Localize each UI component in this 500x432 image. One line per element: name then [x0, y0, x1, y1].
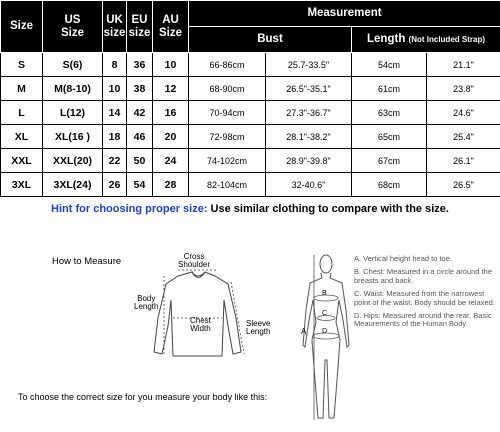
cell-bust-in: 27.3"-36.7": [266, 101, 352, 125]
hint-lead: Hint for choosing proper size:: [51, 203, 208, 215]
cell-eu: 38: [127, 77, 153, 101]
cell-length-cm: 67cm: [352, 149, 427, 173]
cell-length-in: 24.6": [427, 101, 500, 125]
body-figure: [303, 255, 349, 418]
cell-bust-in: 28.1"-38.2": [266, 125, 352, 149]
figure-body: [303, 273, 349, 418]
cell-size: XXL: [1, 149, 43, 173]
cell-length-cm: 61cm: [352, 77, 427, 101]
cell-bust-in: 25.7-33.5": [266, 53, 352, 77]
cell-length-in: 25.4": [427, 125, 500, 149]
size-hint: [0, 203, 500, 215]
label-body-length: Body Length: [134, 294, 159, 312]
label-sleeve-length: Sleeve Length: [246, 319, 271, 337]
header-size: Size: [1, 1, 43, 53]
cell-au: 24: [153, 149, 189, 173]
note-height: A. Vertical height head to toe.: [354, 254, 452, 263]
figure-label-a: A: [301, 327, 307, 336]
table-row: [1, 101, 500, 125]
hint-text: Use similar clothing to compare with the size.: [207, 203, 449, 215]
cell-eu: 50: [127, 149, 153, 173]
garment-outline: [154, 272, 241, 356]
size-chart-table: [0, 0, 500, 197]
header-eu-size: EU size: [127, 1, 153, 53]
cell-us: L(12): [43, 101, 103, 125]
cell-eu: 42: [127, 101, 153, 125]
label-chest-width: Chest Width: [190, 316, 211, 334]
cell-bust-cm: 72-98cm: [189, 125, 266, 149]
header-measurement: Measurement: [189, 1, 500, 27]
cell-us: XL(16 ): [43, 125, 103, 149]
table-row: [1, 149, 500, 173]
cell-length-in: 23.8": [427, 77, 500, 101]
cell-us: M(8-10): [43, 77, 103, 101]
figure-label-c: C: [322, 310, 328, 317]
table-row: [1, 77, 500, 101]
cell-eu: 46: [127, 125, 153, 149]
note-chest: B. Chest: Measured in a circle around the breasts and back.: [354, 267, 492, 285]
header-uk-size: UK size: [103, 1, 127, 53]
cell-au: 16: [153, 101, 189, 125]
cell-size: XL: [1, 125, 43, 149]
cell-au: 28: [153, 173, 189, 197]
label-cross-shoulder: Cross Shoulder: [178, 252, 211, 270]
cell-uk: 14: [103, 101, 127, 125]
cell-au: 10: [153, 53, 189, 77]
cell-us: 3XL(24): [43, 173, 103, 197]
cell-uk: 18: [103, 125, 127, 149]
cell-au: 12: [153, 77, 189, 101]
figure-head: [320, 255, 332, 273]
cell-length-in: 26.5": [427, 173, 500, 197]
figure-label-b: B: [322, 290, 327, 297]
measure-instruction: To choose the correct size for you measure your body like this:: [18, 392, 268, 402]
note-waist: C. Waist: Measured from the narrowest point of the waist. Body should be relaxed.: [354, 289, 495, 307]
cell-length-in: 26.1": [427, 149, 500, 173]
garment-diagram: [154, 272, 241, 356]
header-au-size: AU Size: [153, 1, 189, 53]
note-hips: D. Hips: Measured around the rear. Basic Meaurements of the Human Body: [354, 310, 492, 329]
cell-bust-cm: 70-94cm: [189, 101, 266, 125]
cell-length-in: 21.1": [427, 53, 500, 77]
cell-size: M: [1, 77, 43, 101]
cell-size: L: [1, 101, 43, 125]
figure-measure-lines: [313, 255, 339, 420]
how-to-measure-title: How to Measure: [52, 256, 122, 267]
cell-size: 3XL: [1, 173, 43, 197]
cell-uk: 8: [103, 53, 127, 77]
cell-length-cm: 68cm: [352, 173, 427, 197]
cell-length-cm: 54cm: [352, 53, 427, 77]
table-row: [1, 173, 500, 197]
table-row: [1, 125, 500, 149]
cell-us: S(6): [43, 53, 103, 77]
header-us-size: US Size: [43, 1, 103, 53]
cell-eu: 54: [127, 173, 153, 197]
cell-size: S: [1, 53, 43, 77]
header-bust: Bust: [189, 27, 352, 53]
header-length: Length (Not Included Strap): [352, 27, 500, 53]
garment-neckline: [192, 272, 205, 278]
cell-uk: 26: [103, 173, 127, 197]
cell-us: XXL(20): [43, 149, 103, 173]
cell-uk: 22: [103, 149, 127, 173]
cell-uk: 10: [103, 77, 127, 101]
cell-length-cm: 65cm: [352, 125, 427, 149]
cell-bust-in: 32-40.6": [266, 173, 352, 197]
measure-guides: [164, 270, 244, 356]
cell-bust-in: 28.9"-39.8": [266, 149, 352, 173]
cell-length-cm: 63cm: [352, 101, 427, 125]
cell-bust-cm: 74-102cm: [189, 149, 266, 173]
table-row: [1, 53, 500, 77]
cell-bust-cm: 68-90cm: [189, 77, 266, 101]
cell-bust-in: 26.5"-35.1": [266, 77, 352, 101]
cell-bust-cm: 82-104cm: [189, 173, 266, 197]
cell-eu: 36: [127, 53, 153, 77]
figure-label-d: D: [322, 328, 328, 335]
cell-bust-cm: 66-86cm: [189, 53, 266, 77]
cell-au: 20: [153, 125, 189, 149]
measurement-notes: [354, 255, 500, 334]
